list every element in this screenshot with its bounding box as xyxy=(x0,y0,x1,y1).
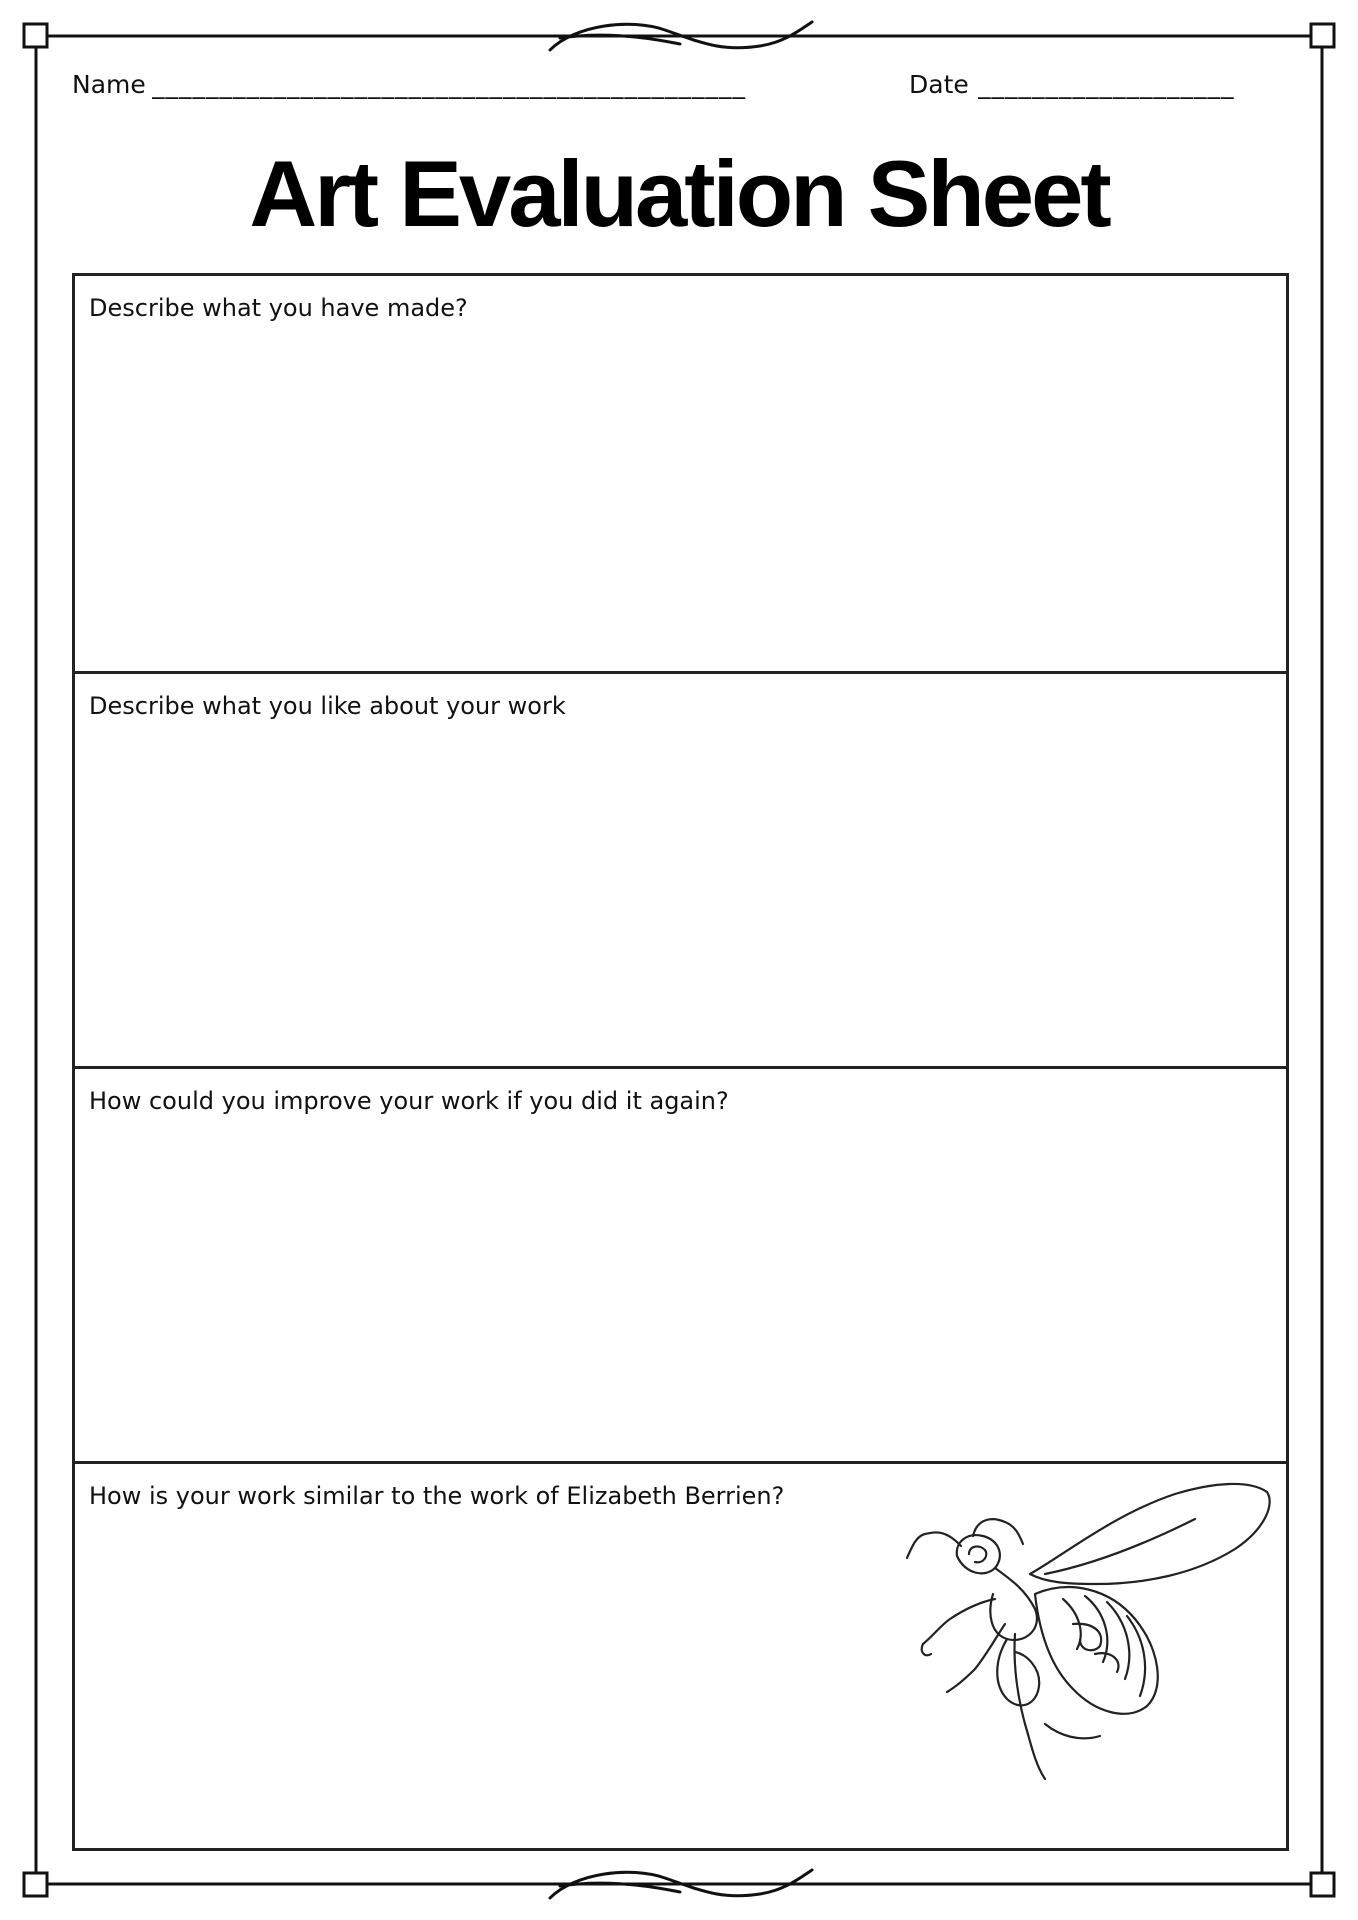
date-label: Date xyxy=(909,70,969,99)
section-prompt: Describe what you like about your work xyxy=(89,692,566,720)
name-date-row xyxy=(72,70,1292,110)
corner-square-icon xyxy=(24,1873,47,1896)
name-label: Name xyxy=(72,70,146,99)
page-title: Art Evaluation Sheet xyxy=(249,141,1109,246)
date-field[interactable]: ___________________ xyxy=(978,70,1235,99)
corner-square-icon xyxy=(24,24,47,47)
section-prompt: How is your work similar to the work of Elizabeth Berrien? xyxy=(89,1482,785,1510)
name-field[interactable]: ____________________________________________ xyxy=(152,70,746,99)
section-describe-made[interactable] xyxy=(75,276,1286,671)
section-improve[interactable] xyxy=(75,1066,1286,1461)
section-prompt: Describe what you have made? xyxy=(89,294,468,322)
evaluation-sections xyxy=(72,273,1289,1851)
corner-square-icon xyxy=(1311,24,1334,47)
corner-square-icon xyxy=(1311,1873,1334,1896)
section-describe-like[interactable] xyxy=(75,671,1286,1066)
section-prompt: How could you improve your work if you did it again? xyxy=(89,1087,729,1115)
section-similar-berrien[interactable] xyxy=(75,1461,1286,1848)
wire-bee-sculpture-icon xyxy=(895,1474,1275,1804)
